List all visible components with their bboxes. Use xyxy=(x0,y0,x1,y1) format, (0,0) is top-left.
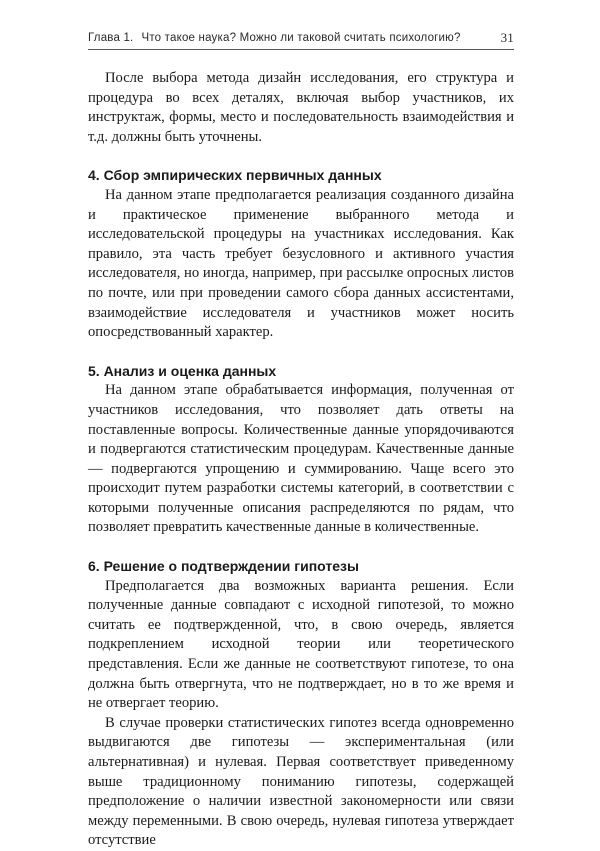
page-number: 31 xyxy=(500,30,514,45)
section-heading: 4. Сбор эмпирических первичных данных xyxy=(88,167,382,184)
section-heading: 5. Анализ и оценка данных xyxy=(88,362,277,379)
header-rule xyxy=(88,49,514,50)
section-heading: 6. Решение о подтверждении гипотезы xyxy=(88,558,359,575)
running-head xyxy=(88,28,514,48)
section-paragraph: На данном этапе обрабатывается информация, полученная от участников исследования, что позволяет дать ответы на поставленные вопросы. Количественные данные упорядочиваются и подвергаются статистическим процедурам. Качественные данные — подвергаются упрощению и суммированию. Чаще всего это происходит путем разработки системы категорий, в соответствии с которыми полученные описания распределяются по рядам, что позволяет превратить качественные данные в количественные. xyxy=(88,382,514,536)
intro-paragraph: После выбора метода дизайн исследования, его структура и процедура во всех деталях, включая выбор участников, их инструктаж, формы, место и последовательность взаимодействия и т.д. должны быть уточнены. xyxy=(88,70,514,145)
section-paragraph: В случае проверки статистических гипотез всегда одновременно выдвигаются две гипотезы — экспериментальная (или альтернативная) и нулевая. Первая соответствует приведенному выше традиционному пониманию гипотезы, содержащей предположение о наличии известной закономерности или связи между переменными. В свою очередь, нулевая гипотеза утверждает отсутствие xyxy=(88,714,514,849)
running-head-left xyxy=(88,32,461,44)
body-text xyxy=(88,69,514,851)
section-data-collection xyxy=(88,166,514,342)
chapter-title: Что такое наука? Можно ли таковой считать психологию? xyxy=(141,32,461,44)
section-data-analysis xyxy=(88,362,514,538)
section-paragraph: На данном этапе предполагается реализация созданного дизайна и практическое применение выбранного метода и исследовательской процедуры на участниках исследования. Как правило, эта часть требует безусловного и активного участия исследователя, но иногда, например, при рассылке опросных листов по почте, или при проведении самого сбора данных ассистентами, взаимодействие исследователя и участников может носить опосредствованный характер. xyxy=(88,186,514,341)
chapter-label: Глава 1. xyxy=(88,32,134,44)
section-paragraph: Предполагается два возможных варианта решения. Если полученные данные совпадают с исходной гипотезой, то можно считать ее подтвержденной, что, в свою очередь, является подкреплением исходной теории или теоретического представления. Если же данные не соответствуют гипотезе, то она должна быть отвергнута, что не подтверждает, но в то же время и не отвергает теорию. xyxy=(88,577,514,712)
section-hypothesis-decision xyxy=(88,557,514,851)
